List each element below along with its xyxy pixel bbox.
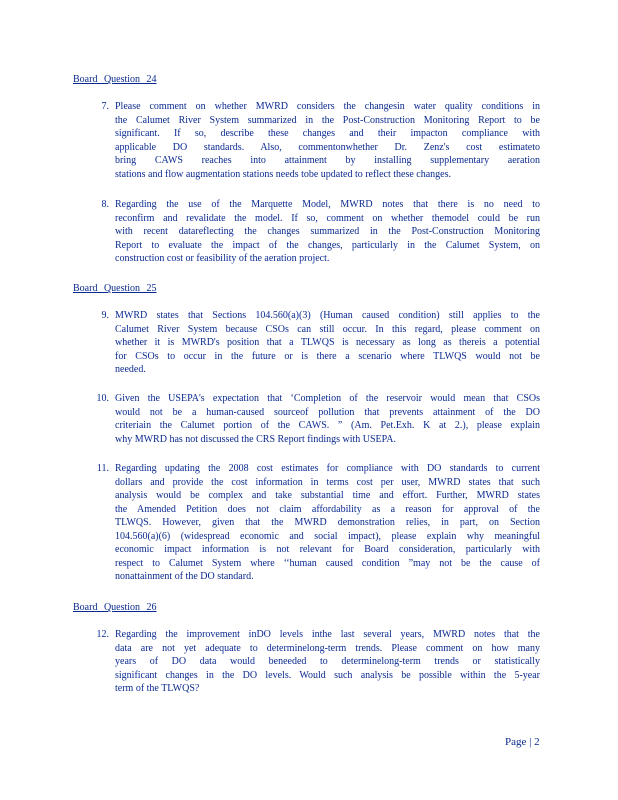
text-line: construction cost or feasibility of the aeration project. [115,253,330,264]
text-line: reconfirm and revalidate the model. If so, comment on whether themodel could be run [115,212,540,224]
page-footer [505,736,540,750]
question-number: 10. [96,393,109,404]
text-line: the Calumet River System summarized in the Post-Construction Monitoring Report to be [115,114,540,126]
text-line: economic impact information is not relevant for Board consideration, particularly with [115,544,540,555]
text-line: data are not yet adequate to determinelong-term trends. Please comment on how many [115,642,540,654]
text-line: Please comment on whether MWRD considers the changesin water quality conditions in [115,101,540,112]
page-label: Page | [505,736,532,748]
text-line: TLWQS. However, given that the MWRD demonstration relies, in part, on Section [115,517,540,528]
text-line: applicable DO standards. Also, commentonwhether Dr. Zenz's cost estimateto [115,141,540,153]
text-line: term of the TLWQS? [115,683,200,694]
question-item-10 [89,392,541,446]
question-text [115,628,540,696]
text-line: nonattainment of the DO standard. [115,571,254,582]
text-line: criteriain the Calumet portion of the CAWS. ” (Am. Pet.Exh. K at 2.), please explain [115,420,540,431]
text-line: the Amended Petition does not claim affordability as a reason for approval of the [115,503,540,515]
text-line: MWRD states that Sections 104.560(a)(3) (Human caused condition) still applies to the [115,310,540,321]
section-heading-25: Board Question 25 [73,283,157,294]
text-line: Calumet River System because CSOs can still occur. In this regard, please comment on [115,323,540,335]
text-line: analysis would be complex and take substantial time and effort. Further, MWRD states [115,490,540,501]
text-line: 104.560(a)(6) (widespread economic and social impact), please explain why meaningful [115,530,540,542]
text-line: Given the USEPA's expectation that ‘Completion of the reservoir would mean that CSOs [115,393,540,404]
text-line: why MWRD has not discussed the CRS Report findings with USEPA. [115,433,397,445]
text-line: Regarding the improvement inDO levels inthe last several years, MWRD notes that the [115,629,540,640]
text-line: significant. If so, describe these changes and their impacton compliance with [115,128,540,139]
question-text [115,392,540,446]
text-line: years of DO data would beneeded to determinelong-term trends or statistically [115,656,540,667]
text-line: needed. [115,364,146,375]
question-item-12 [89,628,541,696]
text-line: bring CAWS reaches into attainment by installing supplementary aeration [115,155,540,166]
question-text [115,309,540,377]
question-number: 12. [96,629,109,640]
question-text [115,100,540,181]
text-line: Regarding the use of the Marquette Model, MWRD notes that there is no need to [115,199,540,210]
text-line: would not be a human-caused sourceof pollution that prevents attainment of the DO [115,406,540,418]
question-item-7 [89,100,541,181]
text-line: dollars and provide the cost information in terms cost per user, MWRD states that such [115,476,540,488]
text-line: for CSOs to occur in the future or is there a scenario where TLWQS would not be [115,350,540,362]
text-line: respect to Calumet System where ‘‘human caused condition ”may not be the cause of [115,557,540,569]
text-line: Report to evaluate the impact of the changes, particularly in the Calumet System, on [115,239,540,251]
text-line: stations and flow augmentation stations needs tobe updated to reflect these changes. [115,168,452,180]
page-number: 2 [534,736,540,748]
question-item-8 [89,198,541,266]
text-line: whether it is MWRD's position that a TLWQS is necessary as long as thereis a potential [115,337,540,348]
question-number: 8. [101,199,109,210]
text-line: Regarding updating the 2008 cost estimates for compliance with DO standards to current [115,463,540,474]
question-number: 9. [101,310,109,321]
section-heading-24: Board Question 24 [73,74,157,85]
text-line: with recent datareflecting the changes summarized in the Post-Construction Monitoring [115,226,540,237]
section-heading-26: Board Question 26 [73,602,157,613]
text-line: significant changes in the DO levels. Would such analysis be possible within the 5-year [115,669,540,681]
question-item-9 [89,309,541,377]
question-text [115,198,540,266]
question-number: 11. [96,463,109,474]
question-text [115,462,540,584]
question-number: 7. [101,101,109,112]
question-item-11 [89,462,541,584]
